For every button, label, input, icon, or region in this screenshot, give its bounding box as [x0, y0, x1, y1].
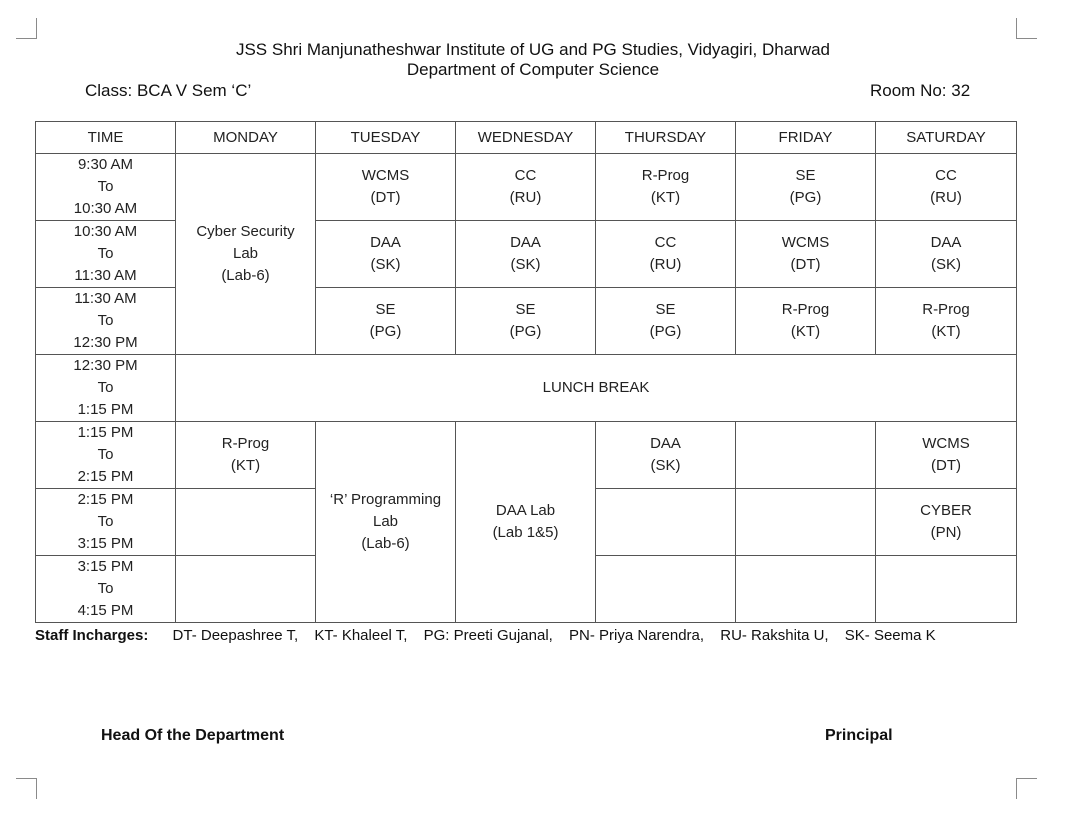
- staff-code: (PG): [509, 323, 542, 340]
- staff-label: Staff Incharges:: [35, 627, 149, 644]
- subject: SE: [375, 301, 396, 318]
- staff-item: KT- Khaleel T,: [314, 627, 408, 644]
- institute-title: JSS Shri Manjunatheshwar Institute of UG and PG Studies, Vidyagiri, Dharwad: [235, 40, 831, 59]
- principal-signature-label: Principal: [825, 727, 893, 744]
- staff-code: (KT): [790, 323, 821, 340]
- subject: DAA: [650, 435, 681, 452]
- time-start: 10:30 AM: [73, 223, 138, 240]
- class-cell: [596, 221, 736, 288]
- lab-room: (Lab 1&5): [492, 524, 559, 541]
- table-row: [36, 355, 1017, 422]
- subject: CC: [654, 234, 677, 251]
- timetable: [35, 121, 1017, 623]
- empty-cell: [736, 422, 876, 489]
- lab-name: Cyber Security: [196, 223, 295, 240]
- tuesday-lab-cell: [316, 422, 456, 623]
- lab-word: Lab: [372, 513, 399, 530]
- empty-cell: [176, 556, 316, 623]
- time-to: To: [97, 580, 114, 597]
- subject: CYBER: [920, 502, 972, 519]
- subject: DAA: [510, 234, 541, 251]
- header-time: TIME: [36, 122, 176, 154]
- staff-code: (SK): [510, 256, 541, 273]
- staff-incharges: [35, 627, 948, 644]
- subject: WCMS: [361, 167, 410, 184]
- crop-mark-top-left: [16, 18, 37, 39]
- class-cell: [736, 221, 876, 288]
- staff-item: DT- Deepashree T,: [172, 627, 299, 644]
- empty-cell: [176, 489, 316, 556]
- staff-code: (PN): [930, 524, 962, 541]
- class-cell: [596, 154, 736, 221]
- time-to: To: [97, 178, 114, 195]
- time-to: To: [97, 379, 114, 396]
- subject: CC: [514, 167, 537, 184]
- time-slot: [36, 288, 176, 355]
- subject: CC: [935, 167, 957, 184]
- time-start: 11:30 AM: [74, 290, 137, 307]
- time-end: 10:30 AM: [73, 200, 138, 217]
- department-title: Department of Computer Science: [406, 60, 660, 79]
- staff-code: (SK): [650, 457, 681, 474]
- lunch-break-cell: LUNCH BREAK: [176, 355, 1017, 422]
- time-start: 9:30 AM: [77, 156, 134, 173]
- subject: SE: [795, 167, 816, 184]
- empty-cell: [736, 556, 876, 623]
- time-to: To: [97, 312, 114, 329]
- staff-code: (RU): [649, 256, 682, 273]
- staff-item: PN- Priya Narendra,: [569, 627, 705, 644]
- time-start: 1:15 PM: [77, 424, 134, 441]
- time-slot: [36, 489, 176, 556]
- staff-code: (KT): [650, 189, 681, 206]
- time-slot: [36, 556, 176, 623]
- staff-code: (KT): [931, 323, 961, 340]
- time-slot: [36, 221, 176, 288]
- class-cell: [596, 422, 736, 489]
- staff-code: (PG): [649, 323, 682, 340]
- lab-room: (Lab-6): [361, 535, 410, 552]
- staff-item: RU- Rakshita U,: [720, 627, 829, 644]
- subject: DAA: [930, 234, 962, 251]
- time-end: 2:15 PM: [77, 468, 134, 485]
- lab-name: DAA Lab: [495, 502, 556, 519]
- class-cell: [456, 154, 596, 221]
- staff-code: (RU): [930, 189, 962, 206]
- class-cell: [736, 154, 876, 221]
- class-cell: [176, 422, 316, 489]
- monday-lab-cell: [176, 154, 316, 355]
- staff-code: (RU): [509, 189, 542, 206]
- table-row: [36, 154, 1017, 221]
- class-cell: [876, 154, 1017, 221]
- subject: WCMS: [922, 435, 970, 452]
- room-label: Room No: 32: [870, 81, 971, 100]
- lab-name: ‘R’ Programming: [329, 491, 442, 508]
- class-cell: [316, 288, 456, 355]
- time-end: 4:15 PM: [77, 602, 134, 619]
- class-cell: [876, 489, 1017, 556]
- time-start: 12:30 PM: [73, 357, 138, 374]
- time-end: 11:30 AM: [74, 267, 137, 284]
- staff-code: (KT): [230, 457, 261, 474]
- staff-item: SK- Seema K: [844, 627, 936, 644]
- empty-cell: [876, 556, 1017, 623]
- staff-code: (DT): [931, 457, 961, 474]
- time-slot: [36, 154, 176, 221]
- class-cell: [876, 422, 1017, 489]
- staff-code: (SK): [931, 256, 961, 273]
- empty-cell: [596, 489, 736, 556]
- class-label: Class: BCA V Sem ‘C’: [85, 81, 252, 100]
- header-row: [36, 122, 1017, 154]
- lab-room: (Lab-6): [221, 267, 270, 284]
- header-thursday: THURSDAY: [596, 122, 736, 154]
- subject: R-Prog: [641, 167, 690, 184]
- empty-cell: [736, 489, 876, 556]
- class-cell: [876, 221, 1017, 288]
- crop-mark-top-right: [1016, 18, 1037, 39]
- time-to: To: [97, 446, 114, 463]
- subject: R-Prog: [781, 301, 830, 318]
- subject: DAA: [370, 234, 401, 251]
- time-start: 2:15 PM: [77, 491, 134, 508]
- header-monday: MONDAY: [176, 122, 316, 154]
- staff-code: (PG): [369, 323, 402, 340]
- time-to: To: [97, 245, 114, 262]
- staff-item: PG: Preeti Gujanal,: [423, 627, 553, 644]
- class-cell: [456, 221, 596, 288]
- time-start: 3:15 PM: [77, 558, 134, 575]
- header-saturday: SATURDAY: [876, 122, 1017, 154]
- staff-code: (DT): [370, 189, 401, 206]
- subject: R-Prog: [221, 435, 270, 452]
- hod-signature-label: Head Of the Department: [101, 727, 285, 744]
- time-end: 3:15 PM: [77, 535, 134, 552]
- time-end: 1:15 PM: [77, 401, 134, 418]
- table-row: [36, 422, 1017, 489]
- class-cell: [316, 154, 456, 221]
- crop-mark-bottom-left: [16, 778, 37, 799]
- class-cell: [596, 288, 736, 355]
- time-end: 12:30 PM: [73, 334, 138, 351]
- time-slot: [36, 355, 176, 422]
- subject: SE: [515, 301, 536, 318]
- subject: R-Prog: [922, 301, 970, 318]
- header-wednesday: WEDNESDAY: [456, 122, 596, 154]
- subject: SE: [655, 301, 676, 318]
- staff-code: (PG): [789, 189, 822, 206]
- class-cell: [736, 288, 876, 355]
- lab-word: Lab: [232, 245, 259, 262]
- class-cell: [316, 221, 456, 288]
- wednesday-lab-cell: [456, 422, 596, 623]
- class-cell: [876, 288, 1017, 355]
- empty-cell: [596, 556, 736, 623]
- staff-code: (SK): [370, 256, 401, 273]
- header-friday: FRIDAY: [736, 122, 876, 154]
- header-tuesday: TUESDAY: [316, 122, 456, 154]
- class-cell: [456, 288, 596, 355]
- crop-mark-bottom-right: [1016, 778, 1037, 799]
- subject: WCMS: [781, 234, 830, 251]
- time-to: To: [97, 513, 114, 530]
- time-slot: [36, 422, 176, 489]
- staff-code: (DT): [790, 256, 821, 273]
